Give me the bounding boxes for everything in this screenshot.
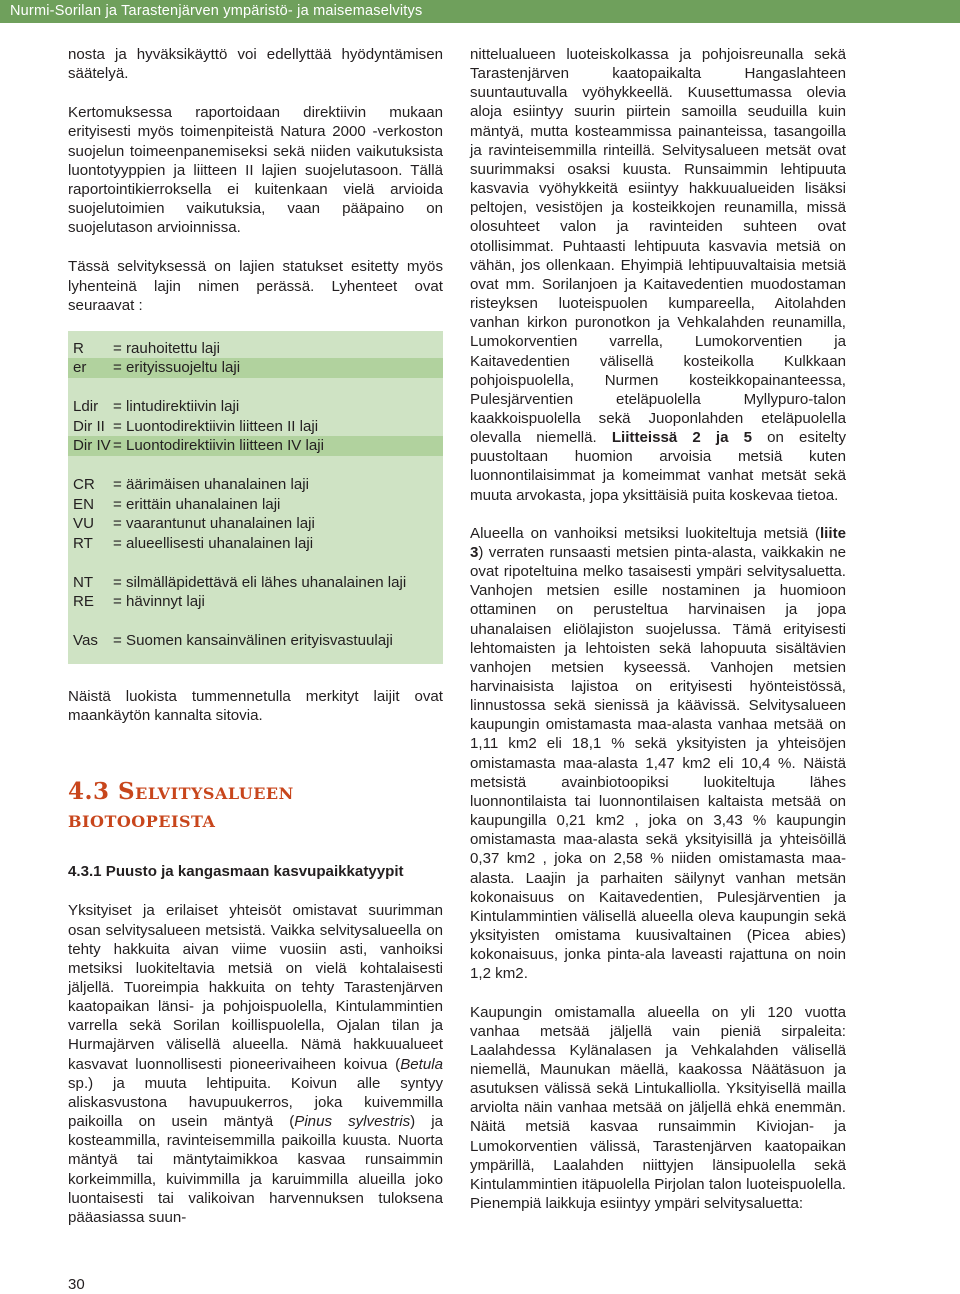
- paragraph-binding-note: Näistä luokista tummennetulla merkityt laijit ovat maankäytön kannalta sitovia.: [68, 687, 443, 725]
- abbreviation-row: [68, 495, 443, 515]
- abbreviation-box: [68, 331, 443, 664]
- abbreviation-description: = Luontodirektiivin liitteen IV laji: [113, 437, 325, 455]
- abbreviation-description: = vaarantunut uhanalainen laji: [113, 515, 315, 533]
- abbreviation-row-highlighted: [68, 358, 443, 378]
- left-column: [68, 45, 443, 1227]
- section-heading: 4.3 Selvitysalueen biotoopeista: [68, 778, 294, 834]
- abbreviation-code: CR: [73, 476, 95, 494]
- paragraph-abbreviations-intro: Tässä selvityksessä on lajien statukset esitetty myös lyhenteinä lajin nimen perässä. Lyhenteet ovat seuraavat :: [68, 258, 443, 314]
- abbreviation-row: [68, 417, 443, 437]
- abbreviation-row: [68, 534, 443, 554]
- abbreviation-row: [68, 514, 443, 534]
- right-column: [470, 45, 846, 1213]
- paragraph-intro-continuation: nosta ja hyväksikäyttö voi edellyttää hyödyntämisen säätelyä.: [68, 46, 443, 83]
- abbreviation-description: = silmälläpidettävä eli lähes uhanalainen laji: [113, 573, 407, 591]
- abbreviation-code: er: [73, 359, 87, 377]
- page-number: 30: [68, 1276, 85, 1293]
- header-title: Nurmi-Sorilan ja Tarastenjärven ympäristö- ja maisemaselvitys: [10, 3, 423, 19]
- abbreviation-code: VU: [73, 515, 94, 533]
- paragraph-forest-ownership: Yksityiset ja erilaiset yhteisöt omistavat suurimman osan selvitysalueen metsistä. Vaikka selvitysalueella on tehty hakkuita aivan viime vuosiin asti, vanhoiksi metsiksi luokiteltavia metsiä on vielä kohtalaisesti jäljellä. Tuoreimpia hakkuita on tehty Tarastenjärven kaatopaikan länsi- ja pohjoispuolella, Kintulammintien varrella sekä Sorilan koillispuolella, Ojalan tilan ja Hurmajärven välisellä alueella. Nämä hakkuualueet kasvavat luonnollisesti pioneerivaiheen koivua (Betula sp.) ja muuta lehtipuita. Koivun alle syntyy aliskasvustona havupuukerros, joka kuivemmilla paikoilla on usein mäntyä (Pinus sylvestris) ja kosteammilla, ravinteisemmilla paikoilla kuusta. Nuorta mäntyä tai mäntytaimikkoa kasvaa runsaimmin korkeimmilla, kuivimmilla ja karuimmilla alueilla joko luontaisesti tai valikoivan harvennuksen tuloksena pääasiassa suun-: [68, 902, 443, 1226]
- abbreviation-row: [68, 573, 443, 593]
- abbreviation-code: NT: [73, 573, 94, 591]
- abbreviation-code: R: [73, 339, 84, 357]
- abbreviation-description: = hävinnyt laji: [113, 593, 205, 611]
- running-header: [0, 0, 960, 23]
- abbreviation-code: Dir II: [73, 417, 105, 435]
- abbreviation-row: [68, 475, 443, 495]
- abbreviation-description: = Suomen kansainvälinen erityisvastuulaji: [113, 632, 393, 650]
- abbreviation-row: [68, 397, 443, 417]
- abbreviation-code: RT: [73, 534, 93, 552]
- paragraph-report: Kertomuksessa raportoidaan direktiivin mukaan erityisesti myös toimenpiteistä Natura 2000 -verkoston suojelun toimeenpanemiseksi sekä niiden vaikutuksista luontotyyppien ja liitteen II lajien suojelutasoon. Tällä raportointikierroksella ei kuitenkaan vielä arvioida suojelutoimien vaikutuksia, vaan pääpaino on suojelutason arvioinnissa.: [68, 104, 443, 237]
- abbreviation-code: RE: [73, 593, 94, 611]
- abbreviation-code: Dir IV: [73, 437, 111, 455]
- paragraph-tree-zones: nittelualueen luoteiskolkassa ja pohjoisreunalla sekä Tarastenjärven kaatopaikalta Hangaslahteen suuntautuvalla vyöhykkeellä. Kuusettumassa olevia aloja esiintyy suurin piirtein samoilla seuduilla kuin mäntyä, mutta kosteammissa painanteissa, tasangoilla ja ravinteisemmilla rinteillä. Selvitysalueen metsät ovat suurimmaksi osaksi kuusta. Runsaimmin lehtipuuta kasvavia vyöhykkeitä esiintyy hakkuualueiden lisäksi peltojen, vesistöjen ja kosteikkojen reunamilla, missä olosuhteet valon ja ravinteiden suhteen ovat otollisimmat. Puhtaasti lehtipuuta kasvavia metsiä on vähän, jos ollenkaan. Ehyimpiä lehtipuuvaltaisia metsiä ovat mm. Sorilanjoen ja Kaitavedentien muodostaman risteyksen luoteispuolen kumpareella, Aitolahden vanhan kirkon puronotkon ja Vehkalahden reunamilla, Lumokorventien varrella, Lumokorventien ja Kaitavedentien välisellä kosteikolla Kulkkaan pohjoispuolella, Nurmen kosteikkopainanteessa, Pulesjärventien eteläpuolella Myllypuro-talon kaakkoispuolella sekä Juoponlahden eteläpuolella olevalla niemellä. Liitteissä 2 ja 5 on esitelty puustoltaan huomion arvoisia metsiä kuten luonnontilaisimmat ja komeimmat vanhat metsät sekä muuta arvokasta, jopa yksittäisiä puita koskevaa tietoa.: [470, 46, 847, 504]
- abbreviation-row: [68, 631, 443, 651]
- abbreviation-description: = rauhoitettu laji: [113, 339, 220, 357]
- abbreviation-description: = erittäin uhanalainen laji: [113, 495, 281, 513]
- abbreviation-row: [68, 339, 443, 359]
- abbreviation-code: EN: [73, 495, 94, 513]
- paragraph-old-forests: Alueella on vanhoiksi metsiksi luokiteltuja metsiä (liite 3) verraten runsaasti metsien pinta-alasta, vaikkakin ne ovat ripoteltuina melko tasaisesti ympäri selvitysaluetta. Vanhojen metsien esille nostaminen ja huomioon ottaminen on perusteltua harvinaisen ja jopa uhanalaisen eliölajiston suojelussa. Tämä erityisesti lehtomaisten ja lehtoisten sekä lahopuuta sisältävien vanhojen metsien kyseessä. Vanhojen metsien harvinaisista lajistoa on erityisesti hyönteistössä, linnustossa sekä sienissä ja käävissä. Selvitysalueen kaupungin omistamasta maa-alasta vanhaa metsää on 1,11 km2 eli 18,1 % sekä yksityisten ja yhteisöjen omistamasta maa-alasta 1,47 km2 eli 10,4 %. Näistä metsistä avainbiotoopiksi luokiteltuja lähes luonnontilaista tai luonnontilaisen kaltaista metsää on kaupungilla 0,21 km2 , joka on 3,43 % kaupungin omistamasta maa-alasta sekä yksityisillä ja yhteisöillä 0,37 km2 , joka on 2,58 % niiden omistamasta maa-alasta. Laajin ja parhaiten säilynyt vanhan metsän kokonaisuus on Kaitavedentien, Pulesjärventien ja Kintulammintien välisellä alueella oleva kaupungin sekä yksityisten omistama kuusivaltainen (Picea abies) kokonaisuus, jonka pinta-ala laveasti rajattuna on noin 1,2 km2.: [470, 524, 846, 983]
- abbreviation-code: Ldir: [73, 398, 99, 416]
- abbreviation-row: [68, 592, 443, 612]
- abbreviation-row-highlighted: [68, 436, 443, 456]
- paragraph-city-forests: Kaupungin omistamalla alueella on yli 120 vuotta vanhaa metsää jäljellä vain pieniä sirpaleita: Laalahdessa Kylänalasen ja Vehkalahden välisellä niemellä, Maunukan mäellä, kaakossa Näätäsuon ja asutuksen välissä sekä Lintukalliolla. Yksityisellä mailla arviolta näin vanhaa metsää on jäljellä ehkä enemmän. Näitä metsiä kasvaa runsaimmin Kiviojan- ja Lumokorventien välissä, Tarastenjärven kaatopaikan ympärillä, Laalahden niittyjen länsipuolella sekä Kintulammintien itäpuolella Pirjolan talon luoteispuolella. Pienempiä laikkuja esiintyy ympäri selvitysaluetta:: [470, 1003, 846, 1213]
- abbreviation-description: = Luontodirektiivin liitteen II laji: [113, 417, 319, 435]
- abbreviation-description: = lintudirektiivin laji: [113, 398, 240, 416]
- abbreviation-description: = erityissuojeltu laji: [113, 359, 241, 377]
- abbreviation-description: = alueellisesti uhanalainen laji: [113, 534, 314, 552]
- abbreviation-code: Vas: [73, 632, 98, 650]
- subsection-heading: 4.3.1 Puusto ja kangasmaan kasvupaikkatyypit: [68, 863, 404, 881]
- abbreviation-description: = äärimäisen uhanalainen laji: [113, 476, 309, 494]
